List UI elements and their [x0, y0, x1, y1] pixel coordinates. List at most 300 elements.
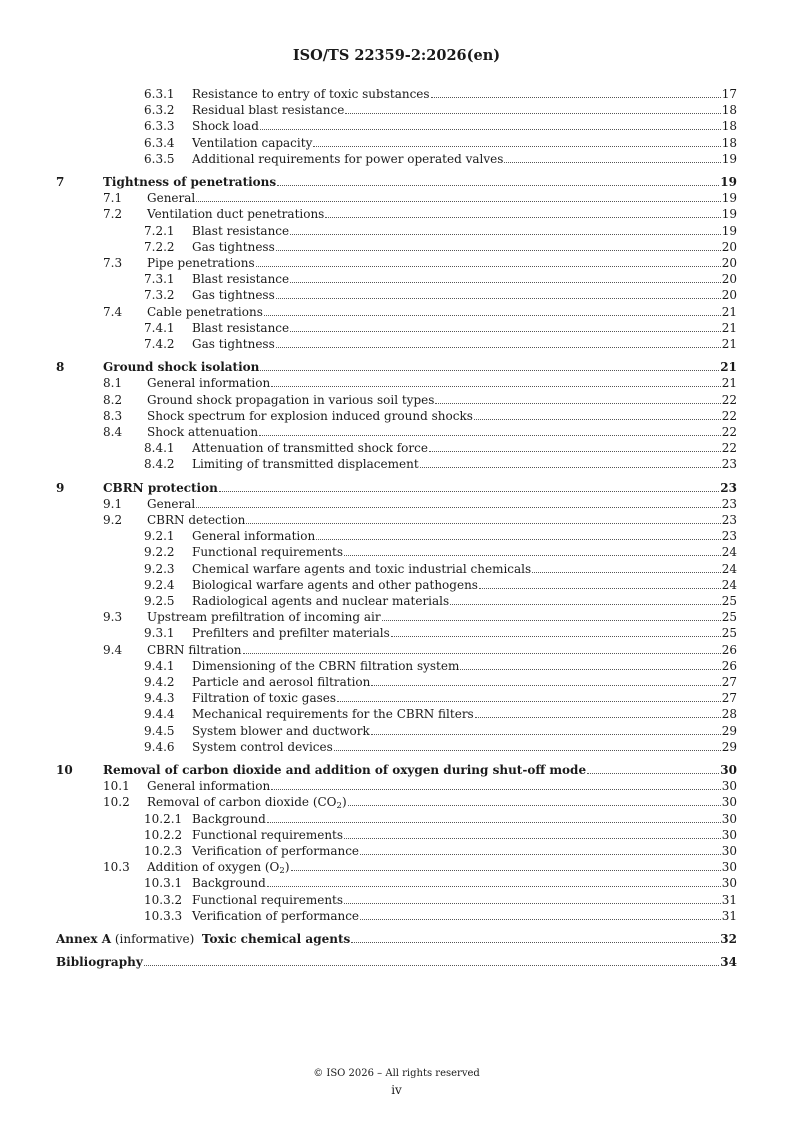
toc-entry-number: 9.4.5 — [144, 723, 175, 738]
toc-entry-title-text: Shock spectrum for explosion induced ground shocks — [147, 408, 473, 423]
toc-dot-leader — [420, 467, 721, 468]
toc-dot-leader — [360, 919, 721, 920]
toc-entry-title — [192, 151, 503, 167]
toc-dot-leader — [348, 805, 721, 806]
toc-entry-title-text: General — [147, 496, 196, 511]
toc-entry-title — [192, 706, 474, 722]
toc-entry[interactable] — [144, 811, 737, 827]
toc-entry[interactable] — [144, 577, 737, 593]
toc-entry[interactable] — [144, 102, 737, 118]
toc-entry-title-text: Gas tightness — [192, 288, 275, 303]
toc-entry-title-text: System control devices — [192, 739, 333, 754]
toc-entry-number: 9.3 — [103, 610, 123, 625]
bibliography-page: 34 — [720, 955, 737, 970]
toc-entry[interactable] — [144, 239, 737, 255]
toc-entry[interactable] — [103, 206, 737, 222]
toc-entry-title — [192, 456, 419, 472]
toc-entry[interactable] — [144, 287, 737, 303]
toc-entry[interactable] — [144, 739, 737, 755]
toc-entry-page: 22 — [721, 392, 737, 407]
toc-entry[interactable] — [144, 86, 737, 102]
toc-entry-page: 19 — [721, 191, 737, 206]
toc-entry[interactable] — [144, 723, 737, 739]
toc-dot-leader — [334, 750, 721, 751]
toc-entry-title — [192, 875, 266, 891]
toc-entry-number: 8 — [56, 360, 65, 375]
toc-entry-title — [192, 118, 259, 134]
toc-dot-leader — [260, 370, 719, 371]
bibliography-title: Bibliography — [56, 955, 143, 970]
toc-dot-leader — [532, 572, 721, 573]
toc-dot-leader — [316, 539, 721, 540]
toc-entry[interactable] — [56, 174, 737, 190]
toc-entry-number: 9.4.6 — [144, 739, 175, 754]
toc-entry[interactable] — [103, 408, 737, 424]
toc-entry-title-text: CBRN detection — [147, 513, 246, 527]
toc-entry-title — [192, 86, 430, 102]
toc-dot-leader — [429, 451, 721, 452]
toc-entry-title-text: Verification of performance — [192, 844, 360, 858]
toc-entry-page: 22 — [721, 425, 737, 439]
toc-entry-page: 31 — [721, 892, 737, 907]
toc-entry-page: 30 — [721, 795, 737, 810]
toc-entry[interactable] — [103, 424, 737, 440]
toc-entry-page: 18 — [721, 119, 737, 134]
toc-entry-title — [192, 593, 449, 609]
page-footer — [0, 1067, 793, 1099]
toc-entry-number: 6.3.4 — [144, 135, 175, 150]
toc-entry-title-text: Blast resistance — [192, 272, 290, 287]
toc-entry[interactable] — [56, 859, 737, 875]
toc-entry-number: 6.3.5 — [144, 151, 175, 166]
toc-entry-title-text: Ventilation duct penetrations — [147, 207, 325, 222]
toc-dot-leader — [264, 315, 721, 316]
toc-entry[interactable] — [103, 375, 737, 391]
toc-entry-title-text: Background — [192, 876, 266, 891]
toc-entry[interactable] — [103, 255, 737, 271]
toc-entry-title — [192, 287, 275, 303]
toc-entry-number: 10.3.3 — [144, 908, 183, 923]
toc-entry[interactable] — [144, 320, 737, 336]
toc-entry-number: 9.2 — [103, 513, 123, 527]
toc-bibliography-entry[interactable] — [56, 954, 737, 970]
toc-entry[interactable] — [56, 480, 737, 496]
toc-entry-title-text: General information — [192, 529, 316, 544]
toc-dot-leader — [344, 838, 721, 839]
toc-entry[interactable] — [103, 304, 737, 320]
toc-entry-number: 10.2.2 — [144, 827, 183, 842]
toc-dot-leader — [276, 298, 721, 299]
annex-page: 32 — [720, 932, 737, 946]
toc-entry-title-text: Radiological agents and nuclear materials — [192, 594, 450, 608]
toc-entry-title — [192, 577, 478, 593]
toc-dot-leader — [479, 588, 721, 589]
toc-entry-page: 23 — [721, 513, 737, 527]
toc-entry-title-text: Pipe penetrations — [147, 256, 255, 270]
toc-entry-title-text: Dimensioning of the CBRN filtration system — [192, 658, 460, 673]
toc-dot-leader — [325, 217, 720, 218]
toc-entry-number: 9 — [56, 480, 65, 495]
toc-entry-page: 26 — [721, 658, 737, 673]
toc-entry[interactable] — [103, 512, 737, 528]
toc-entry-title — [147, 609, 381, 625]
toc-entry-title-text: General information — [147, 376, 271, 391]
toc-entry-title-text: Particle and aerosol filtration — [192, 675, 371, 689]
page-number: iv — [391, 1083, 402, 1097]
toc-entry[interactable] — [103, 392, 737, 408]
toc-entry-page: 30 — [721, 860, 737, 875]
toc-entry-number: 8.4.1 — [144, 441, 175, 456]
toc-entry-number: 10.3 — [103, 860, 130, 875]
toc-entry[interactable] — [144, 336, 737, 352]
toc-entry[interactable] — [56, 778, 737, 794]
toc-entry-page: 20 — [721, 288, 737, 303]
toc-entry-title — [192, 739, 333, 755]
toc-entry-title-text: Attenuation of transmitted shock force — [192, 441, 428, 456]
toc-dot-leader — [246, 523, 720, 524]
toc-entry-number: 7.4.2 — [144, 337, 175, 351]
toc-entry-number: 9.2.4 — [144, 577, 175, 592]
toc-entry-number: 10.2 — [103, 795, 130, 810]
toc-entry[interactable] — [56, 794, 737, 810]
toc-entry-number: 10.3.1 — [144, 876, 183, 891]
toc-entry-number: 7.3 — [103, 256, 123, 270]
toc-entry-title-text: Functional requirements — [192, 892, 344, 907]
toc-entry-page: 19 — [721, 207, 737, 222]
toc-entry-number: 10.2.1 — [144, 811, 183, 826]
toc-entry-page: 29 — [721, 723, 737, 738]
toc-entry-title-text: Functional requirements — [192, 827, 344, 842]
toc-dot-leader — [259, 435, 721, 436]
toc-entry-title-text: Chemical warfare agents and toxic industrial chemicals — [192, 561, 532, 576]
toc-entry[interactable] — [144, 908, 737, 924]
toc-entry-title — [147, 859, 290, 875]
toc-entry-title — [192, 892, 343, 908]
toc-entry-page: 21 — [720, 360, 737, 375]
toc-entry[interactable] — [56, 762, 737, 778]
toc-entry-page: 21 — [721, 337, 737, 351]
toc-entry-page: 19 — [721, 151, 737, 166]
toc-entry-title — [147, 392, 434, 408]
toc-dot-leader — [431, 97, 721, 98]
toc-entry-page: 19 — [721, 223, 737, 238]
toc-entry-number: 8.3 — [103, 408, 123, 423]
toc-dot-leader — [391, 636, 721, 637]
toc-entry[interactable] — [144, 118, 737, 134]
toc-entry-title — [192, 561, 531, 577]
toc-entry-title — [192, 336, 275, 352]
toc-dot-leader — [360, 854, 721, 855]
toc-entry-title — [147, 496, 195, 512]
toc-entry-number: 9.4.2 — [144, 675, 175, 689]
toc-dot-leader — [219, 491, 719, 492]
toc-entry-title-text: Upstream prefiltration of incoming air — [147, 610, 381, 625]
annex-title: Toxic chemical agents — [201, 932, 351, 946]
toc-entry[interactable] — [103, 190, 737, 206]
toc-entry[interactable] — [144, 456, 737, 472]
toc-entry[interactable] — [144, 827, 737, 843]
toc-entry[interactable] — [144, 593, 737, 609]
toc-entry-title — [192, 528, 315, 544]
toc-entry-title — [147, 424, 258, 440]
toc-entry-number: 9.2.1 — [144, 529, 175, 544]
toc-entry-title-suffix: ) — [341, 795, 347, 810]
toc-entry-title-text: Residual blast resistance — [192, 103, 345, 118]
toc-entry-title-text: Tightness of penetrations — [103, 175, 277, 189]
toc-entry-page: 25 — [721, 594, 737, 608]
toc-entry[interactable] — [144, 843, 737, 859]
toc-entry-title — [192, 320, 289, 336]
toc-entry-title-text: Mechanical requirements for the CBRN filters — [192, 707, 474, 722]
toc-entry-title — [192, 843, 359, 859]
toc-entry-number: 8.1 — [103, 376, 123, 391]
toc-entry-number: 9.4.3 — [144, 691, 175, 706]
toc-entry-title — [147, 255, 255, 271]
toc-dot-leader — [260, 129, 721, 130]
toc-entry-title-text: Gas tightness — [192, 337, 275, 351]
toc-entry-title-suffix: ) — [284, 860, 290, 875]
toc-entry-title — [192, 723, 370, 739]
toc-entry-page: 24 — [721, 561, 737, 576]
toc-dot-leader — [313, 146, 720, 147]
toc-entry-page: 20 — [721, 239, 737, 254]
toc-entry-page: 18 — [721, 135, 737, 150]
toc-entry-number: 8.2 — [103, 392, 123, 407]
toc-entry-page: 23 — [721, 529, 737, 544]
toc-entry-title — [192, 223, 289, 239]
toc-dot-leader — [351, 942, 719, 943]
toc-entry[interactable] — [144, 151, 737, 167]
toc-entry-number: 9.2.5 — [144, 594, 175, 608]
toc-entry-page: 22 — [721, 441, 737, 456]
toc-dot-leader — [243, 653, 721, 654]
toc-dot-leader — [382, 620, 721, 621]
toc-entry-number: 9.4 — [103, 642, 123, 657]
toc-entry-title — [147, 778, 270, 794]
toc-entry-number: 10.1 — [103, 779, 130, 794]
toc-entry[interactable] — [144, 875, 737, 891]
toc-dot-leader — [144, 965, 720, 966]
toc-entry-title — [147, 642, 242, 658]
toc-entry[interactable] — [144, 135, 737, 151]
toc-entry-page: 18 — [721, 103, 737, 118]
toc-entry-title-text: Ground shock isolation — [103, 360, 260, 375]
toc-entry-page: 21 — [721, 304, 737, 319]
toc-entry-title-text: Limiting of transmitted displacement — [192, 457, 419, 472]
toc-entry-page: 21 — [721, 320, 737, 335]
toc-entry[interactable] — [144, 271, 737, 287]
toc-dot-leader — [371, 734, 721, 735]
toc-dot-leader — [371, 685, 720, 686]
toc-entry-title — [192, 827, 343, 843]
toc-entry-title-text: Shock load — [192, 119, 259, 134]
toc-entry[interactable] — [144, 674, 737, 690]
toc-dot-leader — [290, 234, 721, 235]
toc-entry-title-text: Filtration of toxic gases — [192, 691, 337, 706]
toc-dot-leader — [344, 555, 721, 556]
toc-dot-leader — [256, 266, 721, 267]
toc-entry-page: 21 — [721, 376, 737, 391]
copyright-notice: © ISO 2026 – All rights reserved — [313, 1068, 480, 1079]
toc-entry-title — [147, 206, 324, 222]
toc-entry-page: 27 — [721, 675, 737, 689]
toc-entry-number: 10.2.3 — [144, 844, 183, 858]
toc-entry-title-text: Prefilters and prefilter materials — [192, 626, 390, 641]
toc-entry-title — [103, 480, 218, 496]
toc-dot-leader — [474, 419, 721, 420]
toc-entry-number: 9.4.1 — [144, 658, 175, 673]
toc-entry-title-text: Blast resistance — [192, 223, 290, 238]
toc-entry[interactable] — [144, 625, 737, 641]
toc-entry-title — [192, 440, 428, 456]
toc-entry-title — [192, 690, 336, 706]
toc-entry[interactable] — [144, 528, 737, 544]
toc-entry-page: 19 — [720, 175, 737, 189]
toc-entry-title — [192, 239, 275, 255]
toc-entry-page: 23 — [721, 496, 737, 511]
document-header — [0, 47, 793, 65]
toc-entry[interactable] — [56, 359, 737, 375]
toc-entry-number: 9.3.1 — [144, 626, 175, 641]
toc-dot-leader — [290, 282, 721, 283]
toc-entry-page: 25 — [721, 610, 737, 625]
toc-entry-number: 7.4 — [103, 304, 123, 319]
toc-entry[interactable] — [103, 496, 737, 512]
toc-entry-number: 8.4.2 — [144, 457, 175, 472]
toc-dot-leader — [450, 604, 721, 605]
toc-entry-title-text: Cable penetrations — [147, 304, 263, 319]
toc-entry-title-text: Biological warfare agents and other pathogens — [192, 577, 478, 592]
toc-entry-page: 25 — [721, 626, 737, 641]
toc-entry-page: 30 — [721, 811, 737, 826]
toc-entry-title-text: Removal of carbon dioxide and addition of oxygen during shut-off mode — [103, 763, 587, 777]
toc-entry-page: 24 — [721, 545, 737, 560]
toc-entry-page: 30 — [721, 827, 737, 842]
toc-entry[interactable] — [144, 440, 737, 456]
toc-entry-number: 9.2.2 — [144, 545, 175, 560]
toc-entry-number: 6.3.3 — [144, 119, 175, 134]
toc-entry-number: 7.2.2 — [144, 239, 175, 254]
toc-entry-number: 6.3.1 — [144, 87, 175, 101]
toc-entry-title — [147, 408, 473, 424]
toc-entry-page: 24 — [721, 577, 737, 592]
toc-entry-title-text: General — [147, 191, 196, 206]
toc-entry-title — [192, 908, 359, 924]
toc-dot-leader — [475, 717, 721, 718]
toc-annex-entry[interactable] — [56, 931, 737, 947]
toc-entry-number: 7.1 — [103, 191, 123, 206]
toc-entry-number: 6.3.2 — [144, 103, 175, 118]
toc-entry-page: 23 — [720, 480, 737, 495]
toc-entry-title-text: Functional requirements — [192, 545, 344, 560]
toc-entry[interactable] — [144, 690, 737, 706]
annex-kind: (informative) — [114, 932, 195, 946]
toc-entry-page: 30 — [721, 876, 737, 891]
toc-entry-page: 17 — [721, 87, 737, 101]
toc-dot-leader — [291, 870, 721, 871]
toc-dot-leader — [587, 773, 719, 774]
toc-entry-subscript: 2 — [336, 801, 342, 812]
toc-entry-title — [192, 102, 344, 118]
toc-entry-page: 27 — [721, 691, 737, 706]
toc-dot-leader — [196, 201, 720, 202]
toc-dot-leader — [290, 331, 721, 332]
toc-entry-number: 9.1 — [103, 496, 123, 511]
toc-entry[interactable] — [144, 223, 737, 239]
toc-entry-title-text: Gas tightness — [192, 239, 275, 254]
toc-entry-title — [103, 762, 586, 778]
toc-entry-title-text: Ventilation capacity — [192, 135, 313, 150]
toc-dot-leader — [271, 386, 721, 387]
toc-entry-number: 9.4.4 — [144, 707, 175, 722]
toc-dot-leader — [345, 113, 720, 114]
toc-entry-title — [147, 794, 347, 810]
toc-entry-title — [192, 674, 370, 690]
toc-entry-number: 10.3.2 — [144, 892, 183, 907]
toc-entry-number: 7.2 — [103, 207, 123, 222]
toc-entry-title — [147, 304, 263, 320]
toc-entry-page: 30 — [720, 763, 737, 777]
toc-entry-title-text: Additional requirements for power operated valves — [192, 151, 504, 166]
annex-label: Annex A — [56, 932, 112, 946]
toc-entry-title — [147, 375, 270, 391]
toc-entry[interactable] — [144, 561, 737, 577]
toc-entry-number: 7 — [56, 175, 65, 189]
toc-entry-number: 9.2.3 — [144, 561, 175, 576]
toc-entry-title — [103, 359, 259, 375]
toc-entry[interactable] — [144, 544, 737, 560]
toc-entry-title-text: Resistance to entry of toxic substances — [192, 87, 430, 101]
toc-entry-title-text: Addition of oxygen (O — [147, 860, 280, 875]
toc-entry-title — [147, 512, 245, 528]
toc-entry-title — [192, 544, 343, 560]
toc-entry-page: 28 — [721, 707, 737, 722]
toc-dot-leader — [337, 701, 721, 702]
toc-entry-number: 7.4.1 — [144, 320, 175, 335]
toc-entry-title-text: Ground shock propagation in various soil types — [147, 392, 435, 407]
toc-dot-leader — [435, 403, 720, 404]
toc-entry-title-text: Verification of performance — [192, 908, 360, 923]
toc-entry-page: 22 — [721, 408, 737, 423]
toc-dot-leader — [267, 822, 721, 823]
toc-dot-leader — [276, 347, 721, 348]
toc-entry[interactable] — [144, 658, 737, 674]
toc-entry-title-text: CBRN protection — [103, 480, 218, 495]
toc-entry-number: 7.3.2 — [144, 288, 175, 303]
toc-dot-leader — [504, 162, 720, 163]
toc-entry-title — [192, 625, 390, 641]
toc-entry-title — [192, 135, 312, 151]
toc-entry-title-text: Shock attenuation — [147, 425, 259, 439]
toc-entry-title-text: CBRN filtration — [147, 642, 242, 657]
toc-entry[interactable] — [144, 706, 737, 722]
toc-entry-number: 8.4 — [103, 425, 123, 439]
toc-entry-page: 29 — [721, 739, 737, 754]
toc-entry-page: 30 — [721, 844, 737, 858]
toc-entry[interactable] — [103, 609, 737, 625]
toc-entry[interactable] — [144, 892, 737, 908]
toc-entry-page: 31 — [721, 908, 737, 923]
toc-dot-leader — [196, 507, 720, 508]
toc-entry[interactable] — [103, 642, 737, 658]
toc-entry-number: 7.2.1 — [144, 223, 175, 238]
toc-entry-page: 20 — [721, 256, 737, 270]
toc-dot-leader — [271, 789, 721, 790]
toc-dot-leader — [344, 903, 721, 904]
toc-dot-leader — [267, 886, 721, 887]
toc-entry-title — [147, 190, 195, 206]
toc-entry-title-text: Background — [192, 811, 266, 826]
